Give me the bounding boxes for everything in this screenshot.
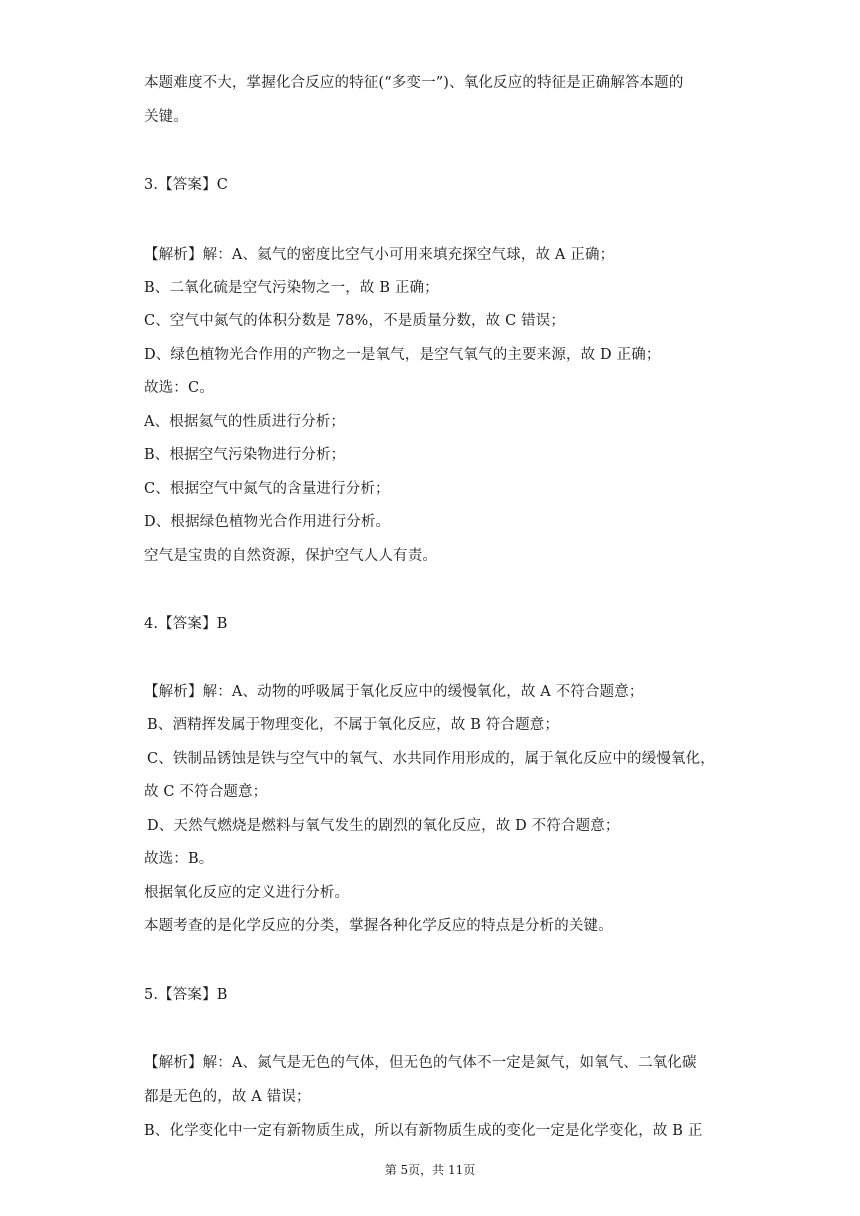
- text-line: C、根据空气中氮气的含量进行分析；: [144, 481, 390, 497]
- text-line: 根据氧化反应的定义进行分析。: [144, 885, 350, 901]
- analysis-line: 【解析】解：A、氮气是无色的气体，但无色的气体不一定是氮气，如氧气、二氧化碳: [144, 1055, 697, 1071]
- text-line: 都是无色的，故 A 错误；: [144, 1089, 311, 1105]
- text-line: C、铁制品锈蚀是铁与空气中的氧气、水共同作用形成的，属于氧化反应中的缓慢氧化，: [147, 751, 715, 767]
- text-line: 空气是宝贵的自然资源，保护空气人人有责。: [144, 548, 437, 564]
- text-line: 故选：B。: [144, 851, 214, 867]
- page-number-footer: 第 5页，共 11页: [384, 1163, 476, 1177]
- text-line: 本题考查的是化学反应的分类，掌握各种化学反应的特点是分析的关键。: [144, 918, 613, 934]
- text-line: 本题难度不大，掌握化合反应的特征(“多变一”)、氧化反应的特征是正确解答本题的: [144, 75, 684, 91]
- answer-heading: 5.【答案】B: [144, 987, 228, 1003]
- text-line: 关键。: [144, 109, 188, 125]
- analysis-line: 【解析】解：A、动物的呼吸属于氧化反应中的缓慢氧化，故 A 不符合题意；: [144, 684, 644, 700]
- text-line: 故 C 不符合题意；: [144, 784, 268, 800]
- text-line: B、根据空气污染物进行分析；: [144, 447, 346, 463]
- text-line: A、根据氦气的性质进行分析；: [144, 414, 346, 430]
- answer-heading: 3.【答案】C: [144, 177, 228, 193]
- text-line: B、二氧化硫是空气污染物之一，故 B 正确；: [144, 280, 439, 296]
- text-line: B、化学变化中一定有新物质生成，所以有新物质生成的变化一定是化学变化，故 B 正: [144, 1123, 703, 1139]
- text-line: D、天然气燃烧是燃料与氧气发生的剧烈的氧化反应，故 D 不符合题意；: [147, 818, 620, 834]
- text-line: B、酒精挥发属于物理变化，不属于氧化反应，故 B 符合题意；: [147, 717, 560, 733]
- text-line: 故选：C。: [144, 380, 214, 396]
- analysis-line: 【解析】解：A、氦气的密度比空气小可用来填充探空气球，故 A 正确；: [144, 247, 615, 263]
- text-line: D、绿色植物光合作用的产物之一是氧气，是空气氧气的主要来源，故 D 正确；: [144, 347, 661, 363]
- text-line: C、空气中氮气的体积分数是 78%，不是质量分数，故 C 错误；: [144, 313, 566, 329]
- text-line: D、根据绿色植物光合作用进行分析。: [144, 514, 391, 530]
- answer-heading: 4.【答案】B: [144, 616, 228, 632]
